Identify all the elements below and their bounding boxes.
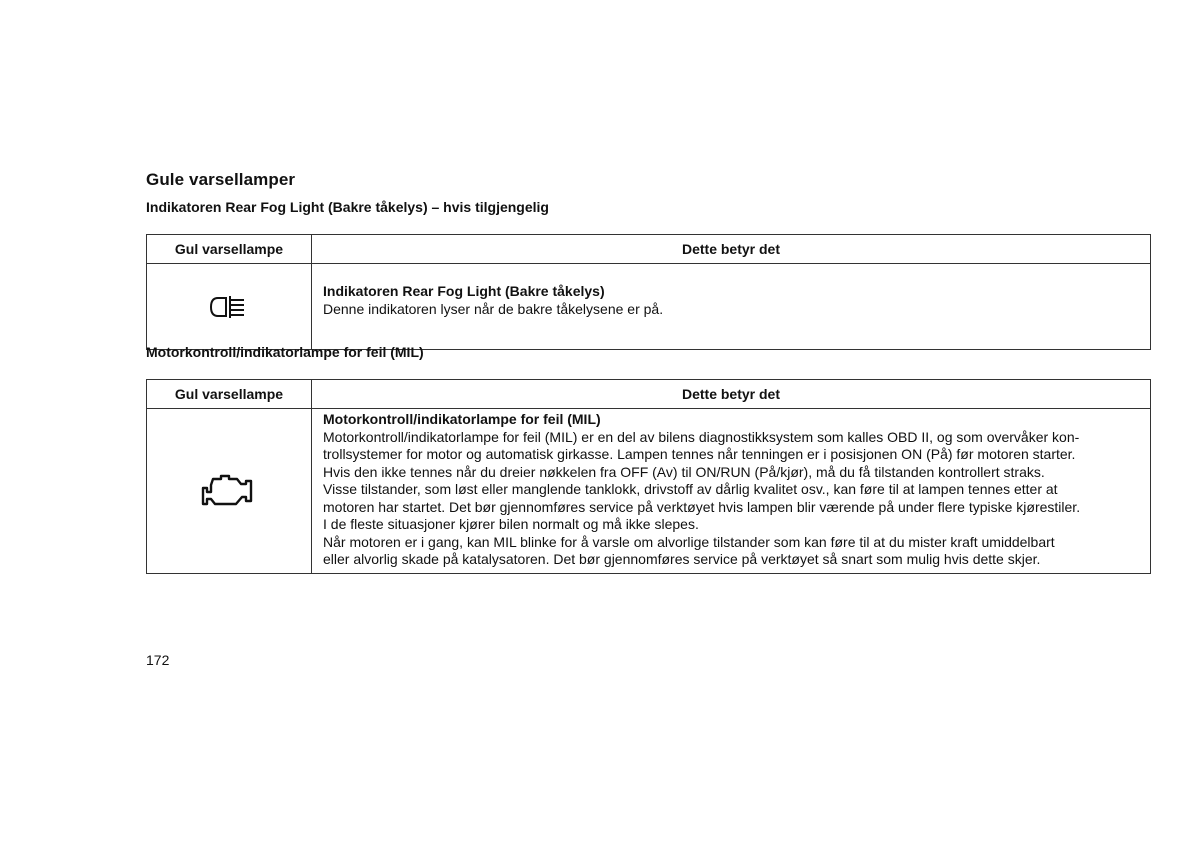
meaning-cell: [312, 264, 1151, 350]
mil-text-line: Hvis den ikke tennes når du dreier nøkkelen fra OFF (Av) til ON/RUN (På/kjør), må du få tilstanden kontrollert straks.: [323, 463, 1045, 480]
column-header-meaning: Dette betyr det: [312, 380, 1151, 409]
mil-text-line: motoren har startet. Det bør gjennomføres service på verktøyet hvis lampen blir værende på under flere typiske kjørestiler.: [323, 498, 1081, 515]
table-header-row: [147, 235, 1151, 264]
fog-light-title: Indikatoren Rear Fog Light (Bakre tåkelys): [323, 283, 605, 299]
mil-text-line: eller alvorlig skade på katalysatoren. Det bør gjennomføres service på verktøyet så snart som mulig hvis dette skjer.: [323, 551, 1041, 567]
lamp-cell: [147, 409, 312, 574]
fog-light-heading: Indikatoren Rear Fog Light (Bakre tåkelys) – hvis tilgjengelig: [146, 199, 549, 215]
mil-title: Motorkontroll/indikatorlampe for feil (MIL): [323, 411, 601, 427]
section-title: Gule varsellamper: [146, 170, 296, 189]
mil-table: [146, 379, 1151, 574]
fog-light-text: Denne indikatoren lyser når de bakre tåkelysene er på.: [323, 300, 664, 317]
mil-text-line: I de fleste situasjoner kjører bilen normalt og må ikke slepes.: [323, 516, 699, 532]
column-header-lamp: Gul varsellampe: [147, 380, 312, 409]
column-header-meaning: Dette betyr det: [312, 235, 1151, 264]
mil-text-line: Når motoren er i gang, kan MIL blinke for å varsle om alvorlige tilstander som kan føre til at du mister kraft umiddelbart: [323, 533, 1055, 550]
mil-text-line: Motorkontroll/indikatorlampe for feil (MIL) er en del av bilens diagnostikksystem som kalles OBD II, og som overvåker kon-: [323, 428, 1080, 445]
table-row: [147, 409, 1151, 574]
rear-fog-light-icon: [209, 297, 249, 313]
lamp-cell: [147, 264, 312, 350]
mil-text-line: Visse tilstander, som løst eller manglende tanklokk, drivstoff av dårlig kvalitet osv., kan føre til at lampen tennes etter at: [323, 481, 1058, 497]
fog-light-table: [146, 234, 1151, 350]
mil-heading: Motorkontroll/indikatorlampe for feil (MIL): [146, 344, 424, 360]
column-header-lamp: Gul varsellampe: [147, 235, 312, 264]
table-row: [147, 264, 1151, 350]
meaning-cell: [312, 409, 1151, 574]
mil-text-line: trollsystemer for motor og automatisk girkasse. Lampen tennes når tenningen er i posisjonen ON (På) før motoren starter.: [323, 446, 1076, 462]
check-engine-icon: [199, 481, 259, 497]
table-header-row: [147, 380, 1151, 409]
page-number: 172: [146, 652, 170, 668]
